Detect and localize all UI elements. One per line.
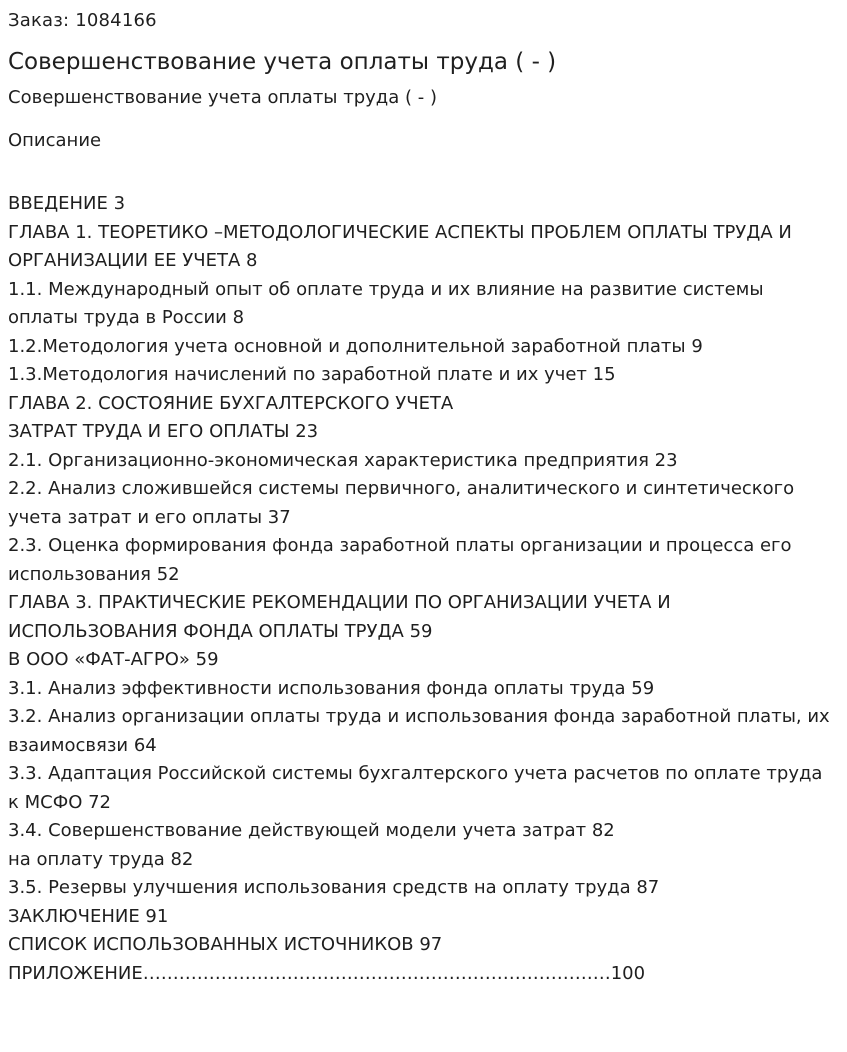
toc-item: 3.5. Резервы улучшения использования средств на оплату труда 87 (8, 877, 660, 898)
toc-item: 1.1. Международный опыт об оплате труда и их влияние на развитие системы оплаты труда в России 8 (8, 278, 764, 328)
toc-item: ЗАТРАТ ТРУДА И ЕГО ОПЛАТЫ 23 (8, 421, 319, 442)
toc-item: 2.3. Оценка формирования фонда заработной платы организации и процесса его использования 52 (8, 535, 792, 585)
toc-item: ПРИЛОЖЕНИЕ……………………………………………………………………100 (8, 962, 646, 984)
toc-item: ГЛАВА 1. ТЕОРЕТИКО –МЕТОДОЛОГИЧЕСКИЕ АСПЕКТЫ ПРОБЛЕМ ОПЛАТЫ ТРУДА И ОРГАНИЗАЦИИ ЕЕ УЧЕТА 8 (8, 221, 792, 271)
toc-item: на оплату труда 82 (8, 848, 194, 870)
page-title: Совершенствование учета оплаты труда ( - ) (8, 49, 557, 75)
toc-item: ГЛАВА 3. ПРАКТИЧЕСКИЕ РЕКОМЕНДАЦИИ ПО ОРГАНИЗАЦИИ УЧЕТА И ИСПОЛЬЗОВАНИЯ ФОНДА ОПЛАТЫ ТРУДА 59 (8, 592, 671, 642)
toc-item: ВВЕДЕНИЕ 3 (8, 193, 126, 214)
toc-item: 3.1. Анализ эффективности использования фонда оплаты труда 59 (8, 677, 655, 699)
toc-item: ЗАКЛЮЧЕНИЕ 91 (8, 905, 169, 927)
toc-item: ГЛАВА 2. СОСТОЯНИЕ БУХГАЛТЕРСКОГО УЧЕТА (8, 392, 454, 414)
toc-item: В ООО «ФАТ-АГРО» 59 (8, 649, 219, 670)
description-heading: Описание (8, 130, 102, 151)
toc-item: 1.2.Методология учета основной и дополнительной заработной платы 9 (8, 335, 703, 357)
page-subtitle: Совершенствование учета оплаты труда ( - ) (8, 87, 437, 108)
toc-item: 3.4. Совершенствование действующей модели учета затрат 82 (8, 820, 615, 841)
toc-item: 2.2. Анализ сложившейся системы первичного, аналитического и синтетического учета затрат и его оплаты 37 (8, 478, 795, 528)
toc-item: 3.3. Адаптация Российской системы бухгалтерского учета расчетов по оплате труда к МСФО 72 (8, 763, 823, 813)
toc-item: 3.2. Анализ организации оплаты труда и использования фонда заработной платы, их взаимосвязи 64 (8, 706, 830, 756)
order-number: Заказ: 1084166 (8, 10, 157, 31)
table-of-contents (8, 190, 839, 988)
toc-item: 1.3.Методология начислений по заработной плате и их учет 15 (8, 364, 616, 385)
toc-item: 2.1. Организационно-экономическая характеристика предприятия 23 (8, 449, 678, 471)
toc-item: СПИСОК ИСПОЛЬЗОВАННЫХ ИСТОЧНИКОВ 97 (8, 934, 443, 955)
